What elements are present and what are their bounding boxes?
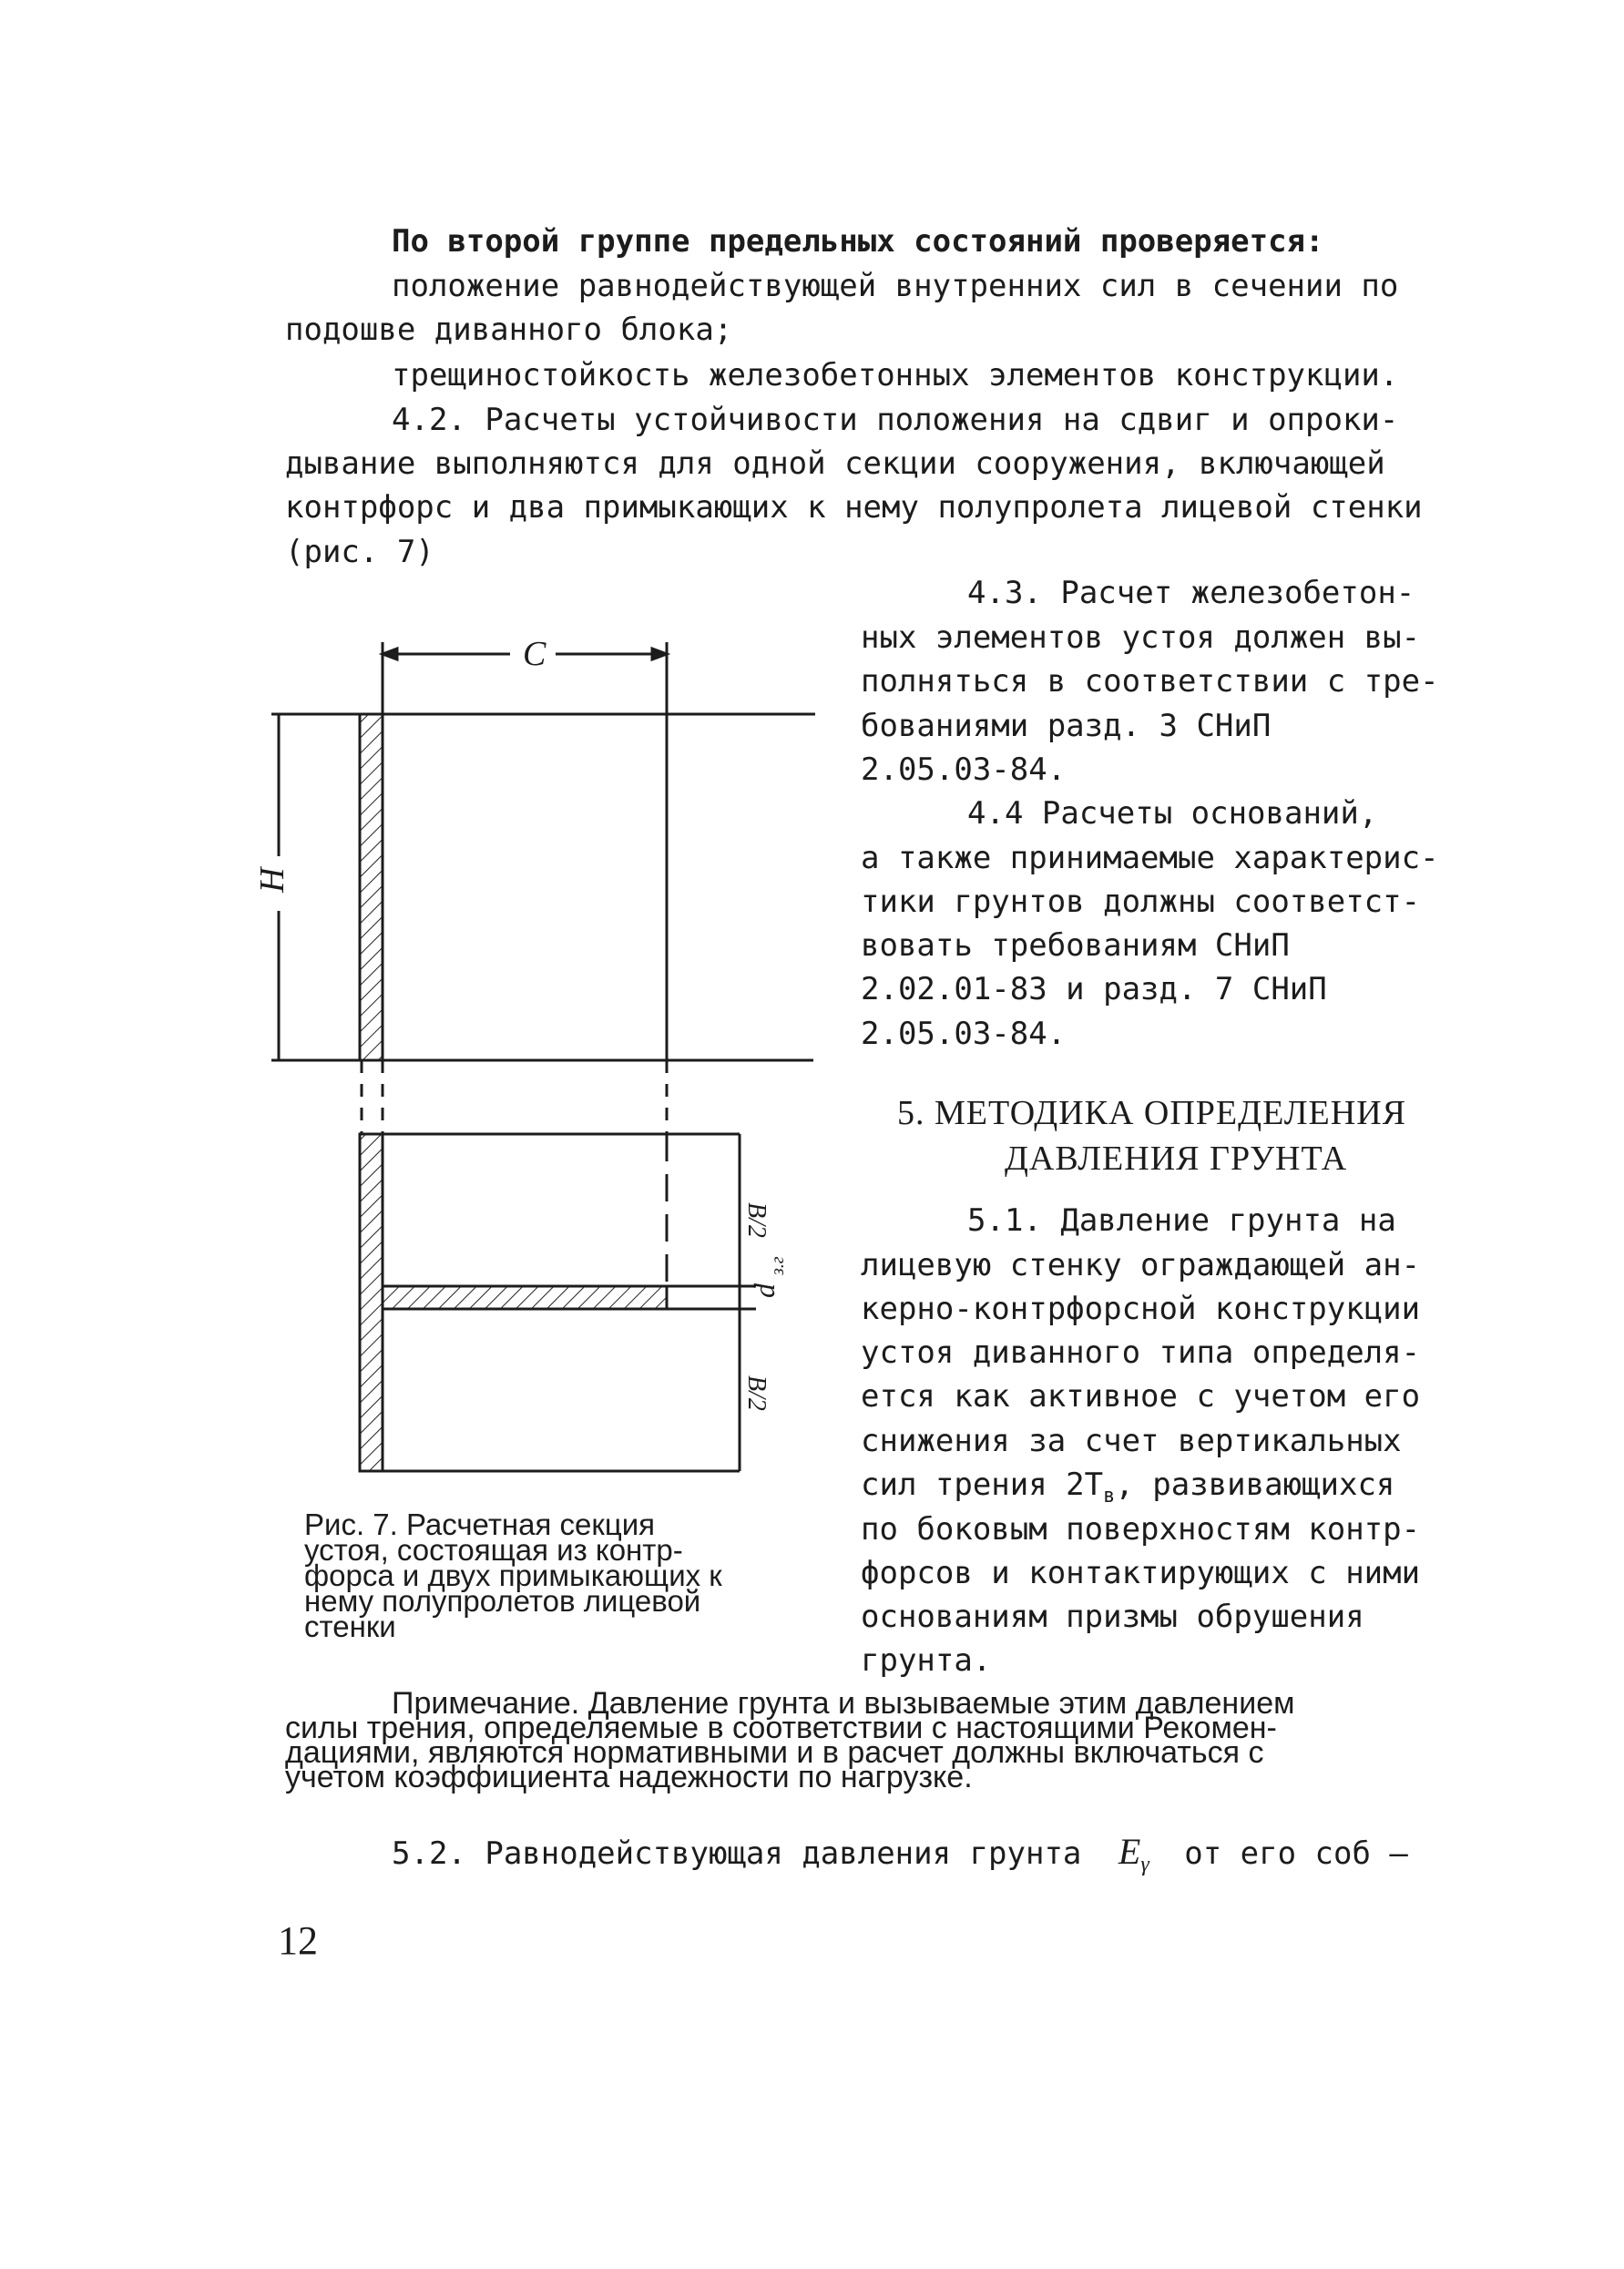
last-line-after: от его соб –	[1184, 1835, 1408, 1872]
dim-c-arrow-left	[383, 649, 397, 659]
section-heading-line-2: ДАВЛЕНИЯ ГРУНТА	[1005, 1140, 1348, 1178]
caption-line-3: форса и двух примыкающих к	[304, 1559, 722, 1592]
right-line-5: 2.05.03-84.	[861, 751, 1067, 788]
symbol-e: E	[1118, 1831, 1141, 1872]
right-line-11: 2.05.03-84.	[861, 1016, 1067, 1052]
para-line-2: положение равнодействующей внутренних сил в сечении по	[392, 268, 1399, 304]
section-line-10: основаниям призмы обрушения	[861, 1599, 1364, 1635]
last-line-before: 5.2. Равнодействующая давления грунта	[392, 1835, 1082, 1872]
note-line-2: силы трения, определяемые в соответствии с настоящими Рекомен-	[285, 1711, 1277, 1745]
right-line-4: бованиями разд. 3 СНиП	[861, 708, 1272, 744]
section-heading-line-1: 5. МЕТОДИКА ОПРЕДЕЛЕНИЯ	[897, 1094, 1406, 1132]
section-line-6: снижения за счет вертикальных	[861, 1423, 1402, 1459]
para-line-4: трещиностойкость железобетонных элементов конструкции.	[392, 357, 1399, 393]
right-line-7: а также принимаемые характерис-	[861, 840, 1439, 876]
section-line-5: ется как активное с учетом его	[861, 1378, 1421, 1415]
right-line-10: 2.02.01-83 и разд. 7 СНиП	[861, 971, 1327, 1007]
right-line-9: вовать требованиям СНиП	[861, 927, 1290, 964]
dim-b-upper-label: B/2	[742, 1202, 771, 1238]
section-line-3: керно-контрфорсной конструкции	[861, 1291, 1421, 1327]
section-line-8: по боковым поверхностям контр-	[861, 1511, 1421, 1548]
last-line	[392, 1831, 1408, 1876]
symbol-e-subscript: γ	[1140, 1852, 1149, 1876]
para-line-8: (рис. 7)	[285, 534, 434, 570]
para-line-7: контрфорс и два примыкающих к нему полупролета лицевой стенки	[285, 489, 1423, 526]
dim-d-subscript: з.г	[768, 1256, 788, 1275]
dim-c-arrow-right	[652, 649, 667, 659]
page-number: 12	[278, 1918, 318, 1963]
caption-line-2: устоя, состоящая из контр-	[304, 1533, 683, 1567]
dim-b-lower-label: B/2	[742, 1375, 771, 1411]
section-line-2: лицевую стенку ограждающей ан-	[861, 1247, 1421, 1283]
plan-wall-hatch	[360, 1134, 383, 1471]
section-line-1: 5.1. Давление грунта на	[967, 1202, 1396, 1239]
section-line-9: форсов и контактирующих с ними	[861, 1555, 1421, 1591]
right-line-2: ных элементов устоя должен вы-	[861, 619, 1421, 656]
caption-line-1: Рис. 7. Расчетная секция	[304, 1508, 656, 1541]
buttress-hatch	[383, 1286, 667, 1309]
para-line-5: 4.2. Расчеты устойчивости положения на сдвиг и опроки-	[392, 402, 1399, 438]
friction-subscript: в	[1103, 1484, 1116, 1508]
section-line-4: устоя диванного типа определя-	[861, 1334, 1421, 1371]
dim-h-label: H	[253, 867, 291, 893]
section-line-11: грунта.	[861, 1642, 992, 1679]
dim-c-label: C	[523, 635, 546, 673]
right-line-8: тики грунтов должны соответст-	[861, 884, 1421, 920]
para-line-3: подошве диванного блока;	[285, 312, 733, 348]
right-line-6: 4.4 Расчеты оснований,	[967, 795, 1378, 832]
face-wall-hatch	[360, 714, 383, 1060]
para-line-1: По второй группе предельных состояний проверяется:	[392, 223, 1324, 260]
right-line-3: полняться в соответствии с тре-	[861, 663, 1439, 700]
note-line-1: Примечание. Давление грунта и вызываемые этим давлением	[392, 1686, 1295, 1721]
dim-d-label: d	[748, 1283, 781, 1298]
caption-line-4: нему полупролетов лицевой	[304, 1584, 701, 1618]
note-line-3: дациями, являются нормативными и в расчет должны включаться с	[285, 1735, 1264, 1770]
friction-text: сил трения 2Т	[861, 1467, 1104, 1503]
para-line-6: дывание выполняются для одной секции сооружения, включающей	[285, 445, 1385, 482]
caption-line-5: стенки	[304, 1610, 396, 1643]
right-line-1: 4.3. Расчет железобетон-	[967, 575, 1415, 611]
friction-tail: , развивающихся	[1115, 1467, 1395, 1503]
note-line-4: учетом коэффициента надежности по нагрузке.	[285, 1760, 973, 1794]
